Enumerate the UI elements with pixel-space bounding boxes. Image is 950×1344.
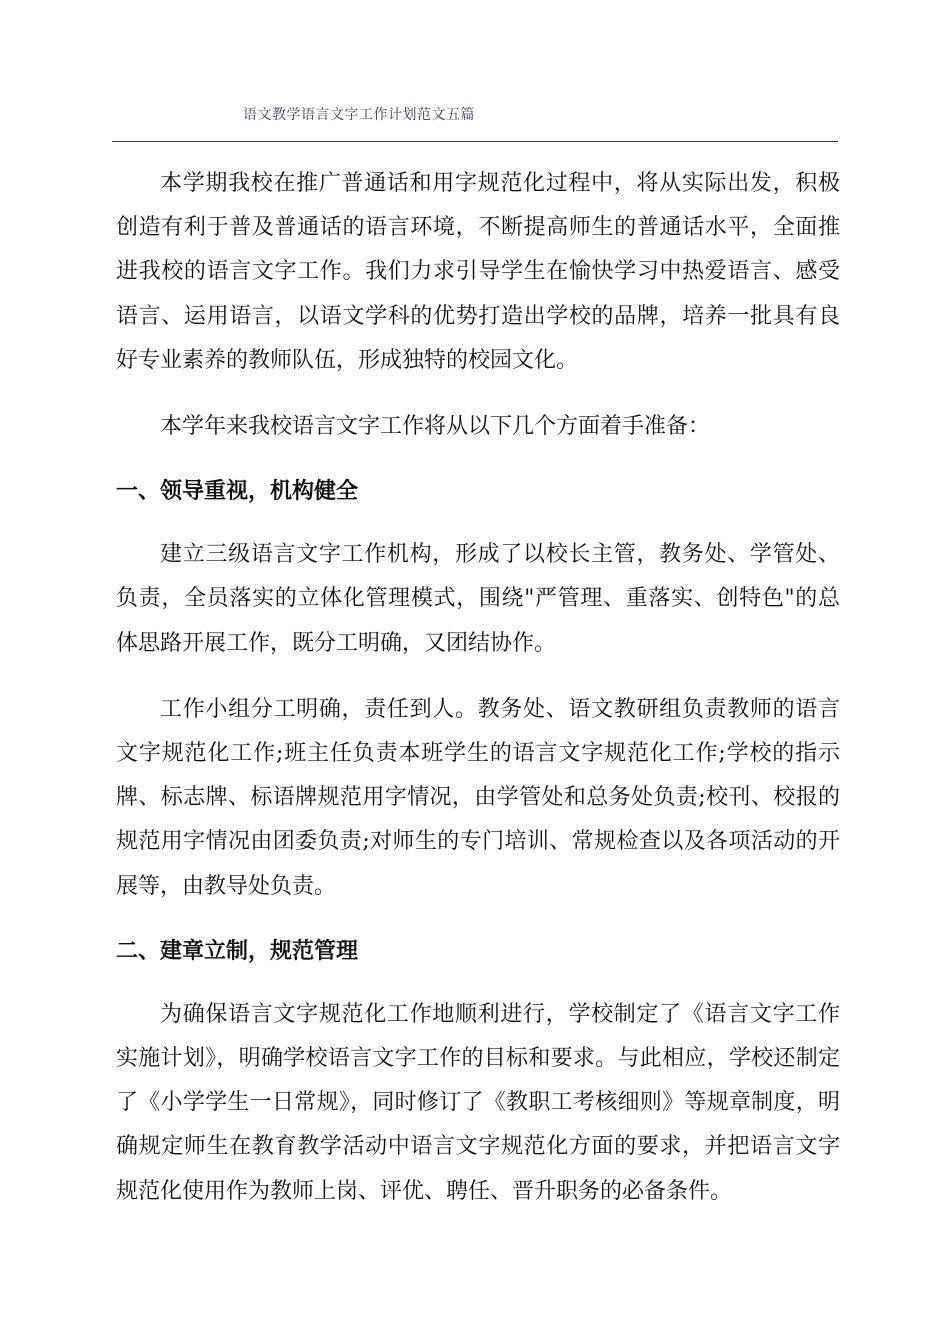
- paragraph-responsibilities: 工作小组分工明确，责任到人。教务处、语文教研组负责教师的语言文字规范化工作;班主任负责本班学生的语言文字规范化工作;学校的指示牌、标志牌、标语牌规范用字情况，由学管处和总务处负责;校刊、校报的规范用字情况由团委负责;对师生的专门培训、常规检查以及各项活动的开展等，由教导处负责。: [116, 696, 840, 899]
- paragraph-regulations: 为确保语言文字规范化工作地顺利进行，学校制定了《语言文字工作实施计划》，明确学校语言文字工作的目标和要求。与此相应，学校还制定了《小学学生一日常规》，同时修订了《教职工考核细则》等规章制度，明确规定师生在教育教学活动中语言文字规范化方面的要求，并把语言文字规范化使用作为教师上岗、评优、聘任、晋升职务的必备条件。: [116, 1001, 840, 1204]
- paragraph-organization: 建立三级语言文字工作机构，形成了以校长主管，教务处、学管处、负责，全员落实的立体化管理模式，围绕"严管理、重落实、创特色"的总体思路开展工作，既分工明确，又团结协作。: [116, 542, 840, 656]
- paragraph-overview: 本学年来我校语言文字工作将从以下几个方面着手准备：: [160, 414, 711, 440]
- document-body: [116, 162, 840, 1214]
- header-divider: [112, 141, 838, 142]
- section-heading-1: 一、领导重视，机构健全: [116, 478, 359, 505]
- paragraph-intro: 本学期我校在推广普通话和用字规范化过程中，将从实际出发，积极创造有利于普及普通话的语言环境，不断提高师生的普通话水平，全面推进我校的语言文字工作。我们力求引导学生在愉快学习中热爱语言、感受语言、运用语言，以语文学科的优势打造出学校的品牌，培养一批具有良好专业素养的教师队伍，形成独特的校园文化。: [116, 171, 840, 373]
- document-header-title: 语文教学语言文字工作计划范文五篇: [243, 107, 475, 123]
- section-heading-2: 二、建章立制，规范管理: [116, 937, 359, 964]
